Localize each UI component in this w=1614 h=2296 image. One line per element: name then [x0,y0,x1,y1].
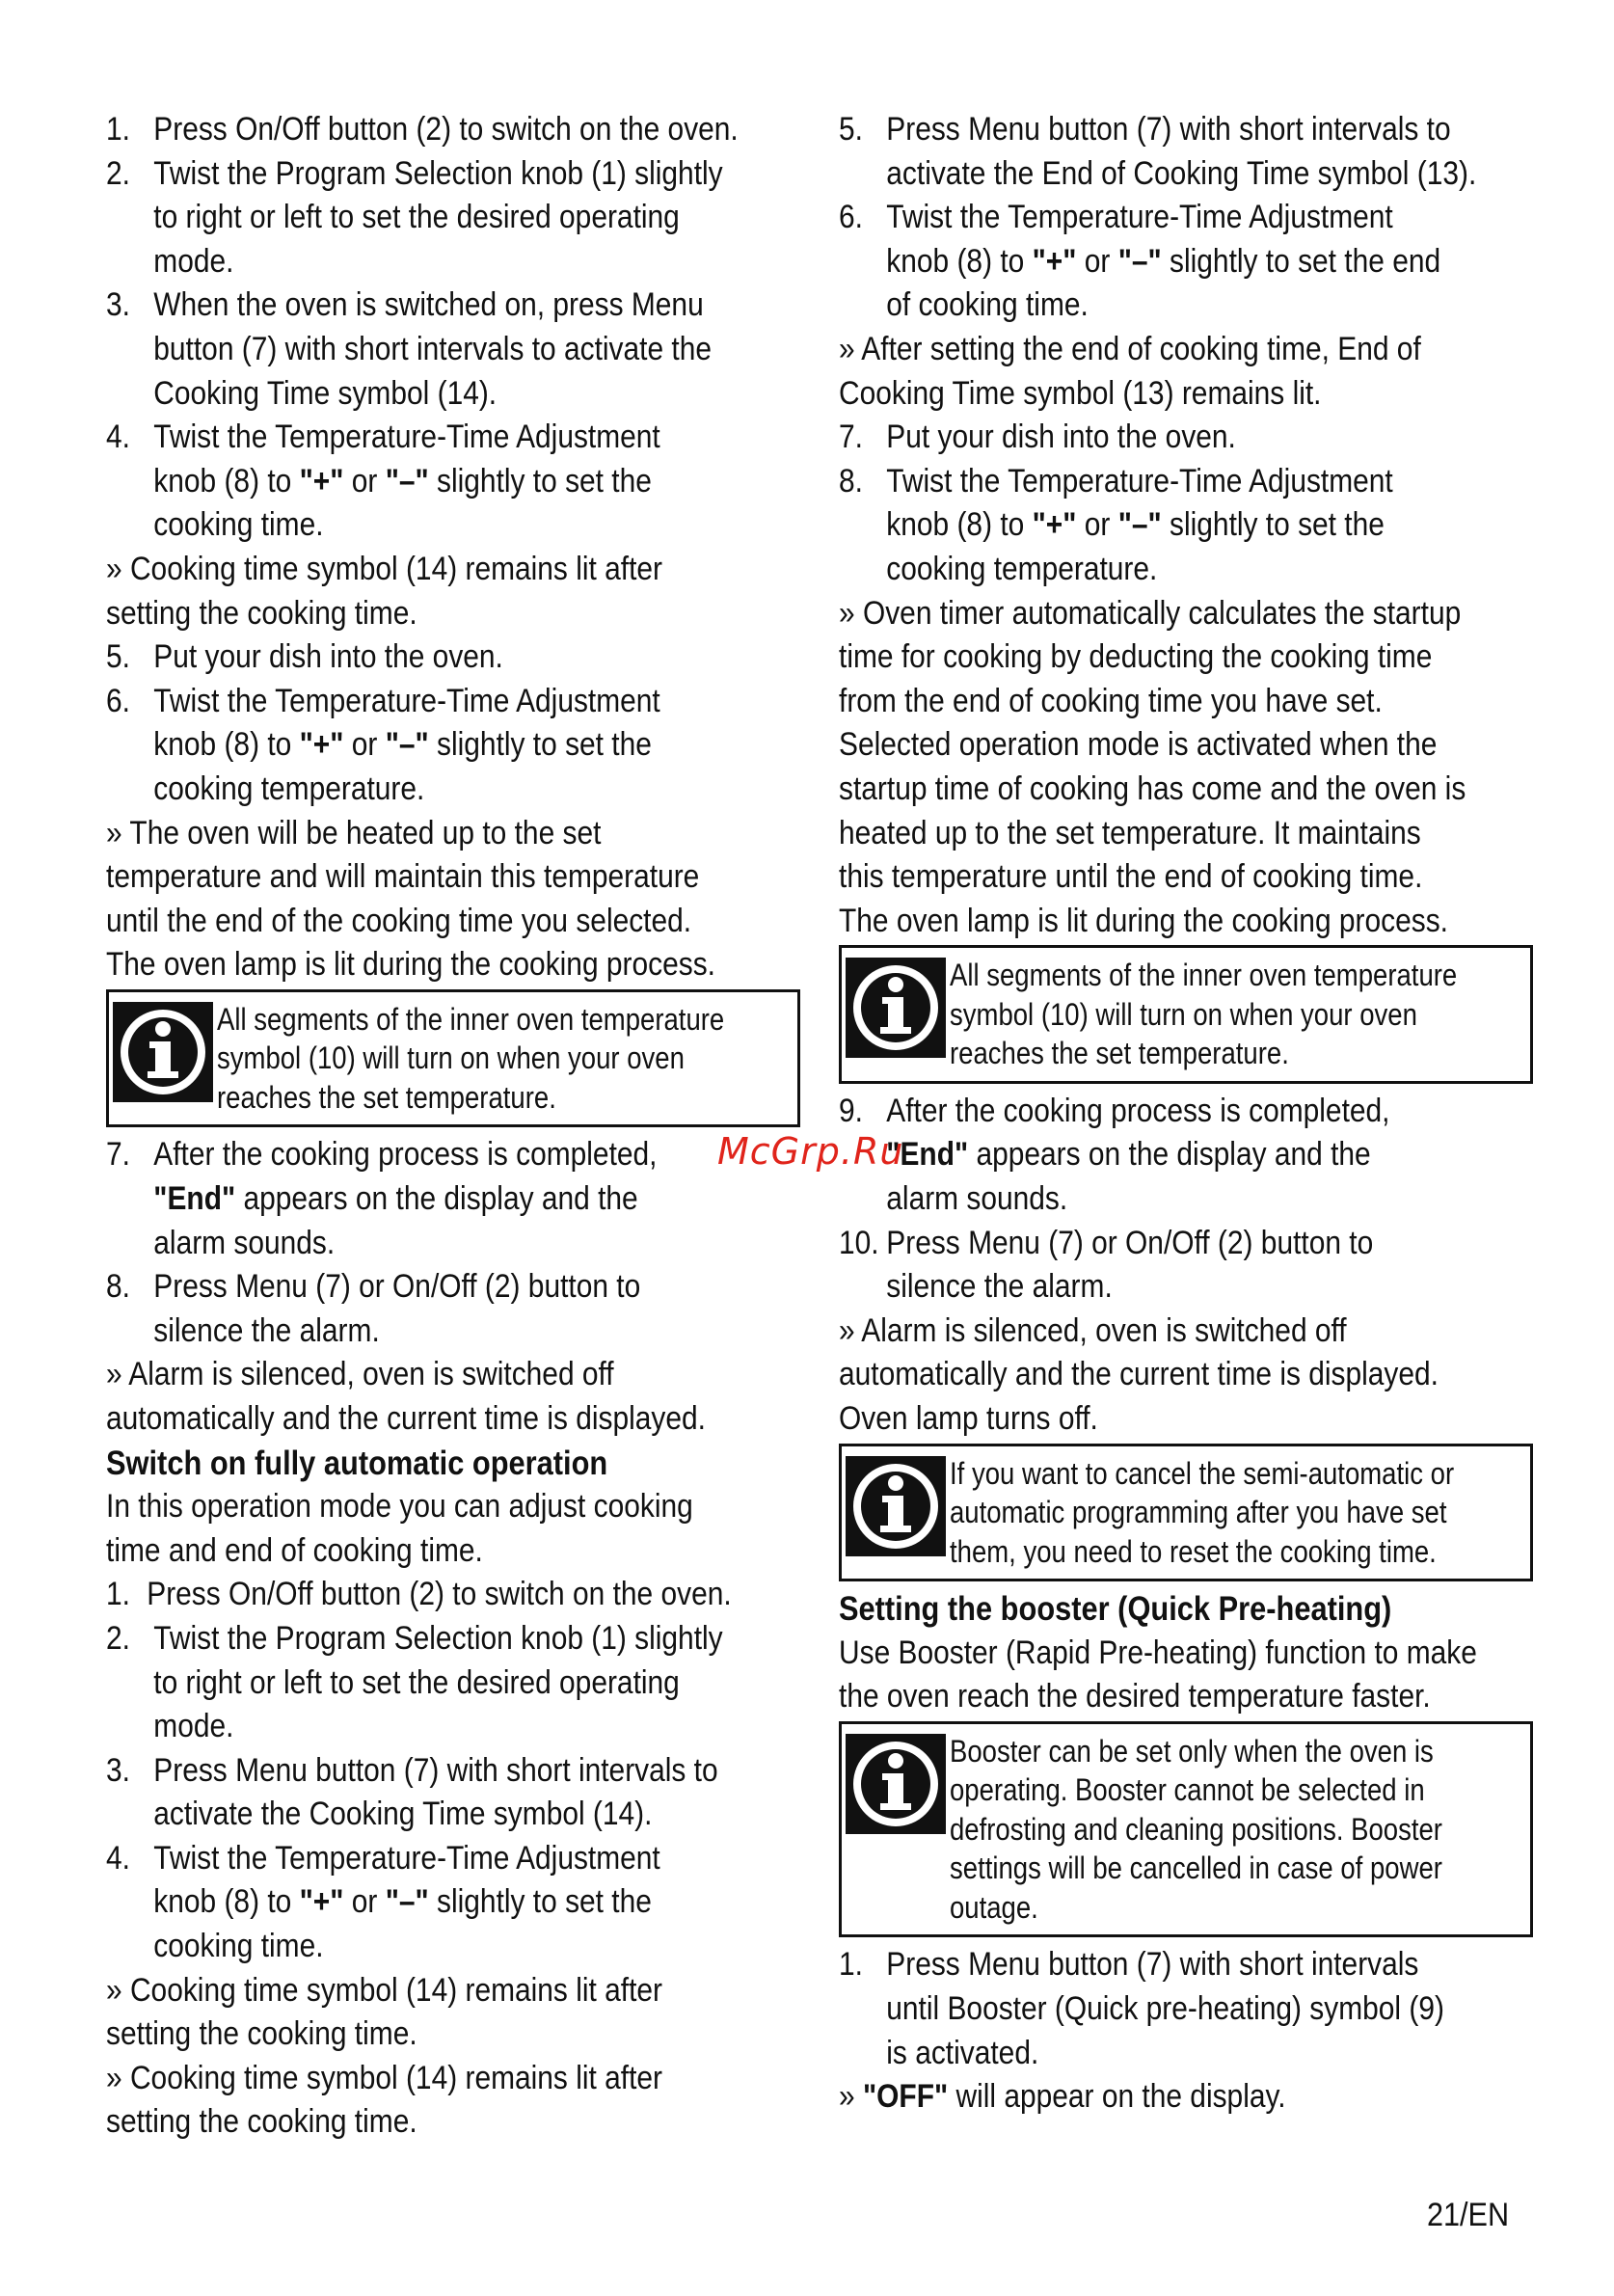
list-text: Press On/Off button (2) to switch on the oven. [153,111,739,148]
list-text: Press Menu button (7) with short intervals to [886,111,1451,148]
paragraph-line: » After setting the end of cooking time, End of [839,330,1421,367]
paragraph-line: Cooking Time symbol (13) remains lit. [839,374,1322,412]
list-text: Press Menu button (7) with short intervals to [153,1751,718,1789]
paragraph-line: this temperature until the end of cooking time. [839,858,1423,896]
list-number: 7. [839,419,863,456]
page-number: 21/EN [1427,2197,1510,2233]
paragraph-line: until the end of the cooking time you selected. [106,902,692,939]
list-continuation: knob (8) to "+" or "–" slightly to set the [153,726,652,764]
list-number: 1. [106,1576,130,1613]
paragraph-line: temperature and will maintain this temperature [106,858,700,896]
left-column [106,108,800,2145]
list-item [839,1090,1450,1134]
list-continuation: is activated. [886,2034,1039,2071]
list-continuation: knob (8) to "+" or "–" slightly to set the [886,506,1385,544]
list-continuation: silence the alarm. [886,1268,1113,1306]
list-item [106,284,717,328]
list-continuation: knob (8) to "+" or "–" slightly to set the [153,462,652,500]
list-item [839,108,1450,152]
paragraph-line: » Cooking time symbol (14) remains lit after [106,2059,663,2096]
list-continuation: knob (8) to "+" or "–" slightly to set the [153,1883,652,1921]
info-note [839,1444,1533,1582]
list-number: 6. [106,682,130,719]
paragraph-line: In this operation mode you can adjust cooking [106,1488,693,1526]
list-continuation: knob (8) to "+" or "–" slightly to set the end [886,242,1441,280]
list-item [106,1837,717,1881]
list-continuation: alarm sounds. [886,1179,1068,1217]
note-text-line: operating. Booster cannot be selected in [950,1772,1425,1808]
list-text: Press Menu button (7) with short intervals [886,1946,1419,1984]
list-continuation: alarm sounds. [153,1224,336,1261]
list-text: Twist the Temperature-Time Adjustment [153,682,660,719]
paragraph-line: automatically and the current time is displayed. [106,1399,706,1437]
list-continuation: cooking temperature. [886,550,1158,587]
list-item [839,1943,1450,1987]
right-column [839,108,1533,2120]
paragraph-line: Use Booster (Rapid Pre-heating) function to make [839,1634,1477,1671]
paragraph-line: » Alarm is silenced, oven is switched off [839,1311,1347,1349]
paragraph-line: setting the cooking time. [106,2015,417,2053]
list-item [106,1749,717,1794]
note-text-line: symbol (10) will turn on when your oven [950,996,1417,1032]
list-continuation: mode. [153,1708,234,1745]
list-item [839,460,1450,504]
list-item [106,1617,723,1661]
list-text: After the cooking process is completed, [153,1136,658,1174]
list-continuation: activate the End of Cooking Time symbol (13). [886,154,1477,192]
list-number: 9. [839,1092,863,1129]
list-number: 2. [106,154,130,192]
list-item [106,1133,717,1177]
note-text-line: defrosting and cleaning positions. Booster [950,1811,1442,1847]
list-text: Twist the Program Selection knob (1) slightly [153,1619,723,1657]
info-icon [113,1002,213,1102]
list-item [106,108,739,152]
list-continuation: "End" appears on the display and the [153,1179,638,1217]
note-text-line: All segments of the inner oven temperature [950,958,1458,993]
note-text-line: them, you need to reset the cooking time. [950,1533,1437,1569]
list-item [106,1573,732,1617]
list-item [106,1265,717,1310]
note-text-line: reaches the set temperature. [950,1036,1289,1071]
paragraph-line: The oven lamp is lit during the cooking process. [839,902,1448,939]
list-continuation: activate the Cooking Time symbol (14). [153,1796,653,1833]
list-continuation: button (7) with short intervals to activate the [153,330,713,367]
list-continuation: Cooking Time symbol (14). [153,374,498,412]
list-number: 5. [839,111,863,148]
list-text: Twist the Program Selection knob (1) slightly [153,154,723,192]
list-number: 8. [839,462,863,500]
list-number: 5. [106,638,130,676]
list-text: Press On/Off button (2) to switch on the oven. [147,1576,732,1613]
list-number: 3. [106,286,130,324]
paragraph-line: » The oven will be heated up to the set [106,814,602,851]
paragraph-line: Selected operation mode is activated when the [839,726,1438,764]
list-item [839,416,1450,460]
note-text-line: If you want to cancel the semi-automatic or [950,1455,1455,1491]
list-continuation: cooking time. [153,1928,324,1965]
info-icon [846,1456,946,1556]
list-number: 6. [839,199,863,236]
list-number: 1. [839,1946,863,1984]
list-text: Put your dish into the oven. [153,638,503,676]
list-text: Twist the Temperature-Time Adjustment [153,1839,660,1877]
list-number: 4. [106,419,130,456]
note-text-line: reaches the set temperature. [217,1079,556,1115]
info-icon [846,1734,946,1834]
list-continuation: to right or left to set the desired operating [153,199,680,236]
info-note [106,989,800,1128]
note-text-line: Booster can be set only when the oven is [950,1733,1434,1769]
list-item [839,196,1450,240]
list-continuation: to right or left to set the desired operating [153,1663,680,1701]
paragraph-line: heated up to the set temperature. It maintains [839,814,1421,851]
paragraph-line: » Alarm is silenced, oven is switched off [106,1356,614,1393]
list-text: Put your dish into the oven. [886,419,1236,456]
paragraph-line: startup time of cooking has come and the oven is [839,770,1466,807]
list-item [106,416,717,460]
info-icon [846,958,946,1058]
note-text-line: outage. [950,1889,1038,1925]
paragraph-line: » Oven timer automatically calculates the startup [839,594,1462,632]
list-continuation: cooking temperature. [153,770,425,807]
note-text-line: automatic programming after you have set [950,1495,1447,1530]
list-text: After the cooking process is completed, [886,1092,1390,1129]
paragraph-line: the oven reach the desired temperature faster. [839,1678,1431,1715]
paragraph-line: from the end of cooking time you have set. [839,682,1383,719]
note-text-line: settings will be cancelled in case of power [950,1850,1442,1886]
list-text: Twist the Temperature-Time Adjustment [153,419,660,456]
list-continuation: "End" appears on the display and the [886,1136,1371,1174]
list-number: 4. [106,1839,130,1877]
list-number: 7. [106,1136,130,1174]
list-continuation: cooking time. [153,506,324,544]
list-number: 1. [106,111,130,148]
paragraph-line: » Cooking time symbol (14) remains lit after [106,550,663,587]
note-text-line: symbol (10) will turn on when your oven [217,1040,685,1076]
paragraph-line: time and end of cooking time. [106,1531,483,1569]
paragraph-line: » Cooking time symbol (14) remains lit after [106,1971,663,2009]
info-note [839,1721,1533,1938]
list-continuation: of cooking time. [886,286,1089,324]
note-text-line: All segments of the inner oven temperature [217,1001,725,1037]
list-text: Twist the Temperature-Time Adjustment [886,199,1393,236]
list-number: 3. [106,1751,130,1789]
paragraph-line: automatically and the current time is displayed. [839,1356,1439,1393]
section-heading: Setting the booster (Quick Pre-heating) [839,1590,1392,1629]
watermark[interactable]: McGrp.Ru [717,1130,904,1173]
list-item [106,635,717,680]
list-number: 8. [106,1268,130,1306]
paragraph-line: The oven lamp is lit during the cooking process. [106,946,715,984]
list-item [106,152,723,197]
list-text: Press Menu (7) or On/Off (2) button to [886,1224,1374,1261]
info-note [839,945,1533,1084]
paragraph-line: setting the cooking time. [106,2103,417,2141]
list-text: Twist the Temperature-Time Adjustment [886,462,1393,500]
list-item [839,1222,1450,1266]
paragraph-line: » "OFF" will appear on the display. [839,2078,1286,2116]
list-text: Press Menu (7) or On/Off (2) button to [153,1268,641,1306]
list-continuation: mode. [153,242,234,280]
list-continuation: until Booster (Quick pre-heating) symbol (9) [886,1989,1444,2027]
paragraph-line: setting the cooking time. [106,594,417,632]
section-heading: Switch on fully automatic operation [106,1444,608,1482]
list-number: 2. [106,1619,130,1657]
paragraph-line: time for cooking by deducting the cooking time [839,638,1433,676]
list-continuation: silence the alarm. [153,1311,380,1349]
list-text: When the oven is switched on, press Menu [153,286,704,324]
list-item [106,680,717,724]
paragraph-line: Oven lamp turns off. [839,1399,1098,1437]
list-number: 10. [839,1224,879,1261]
